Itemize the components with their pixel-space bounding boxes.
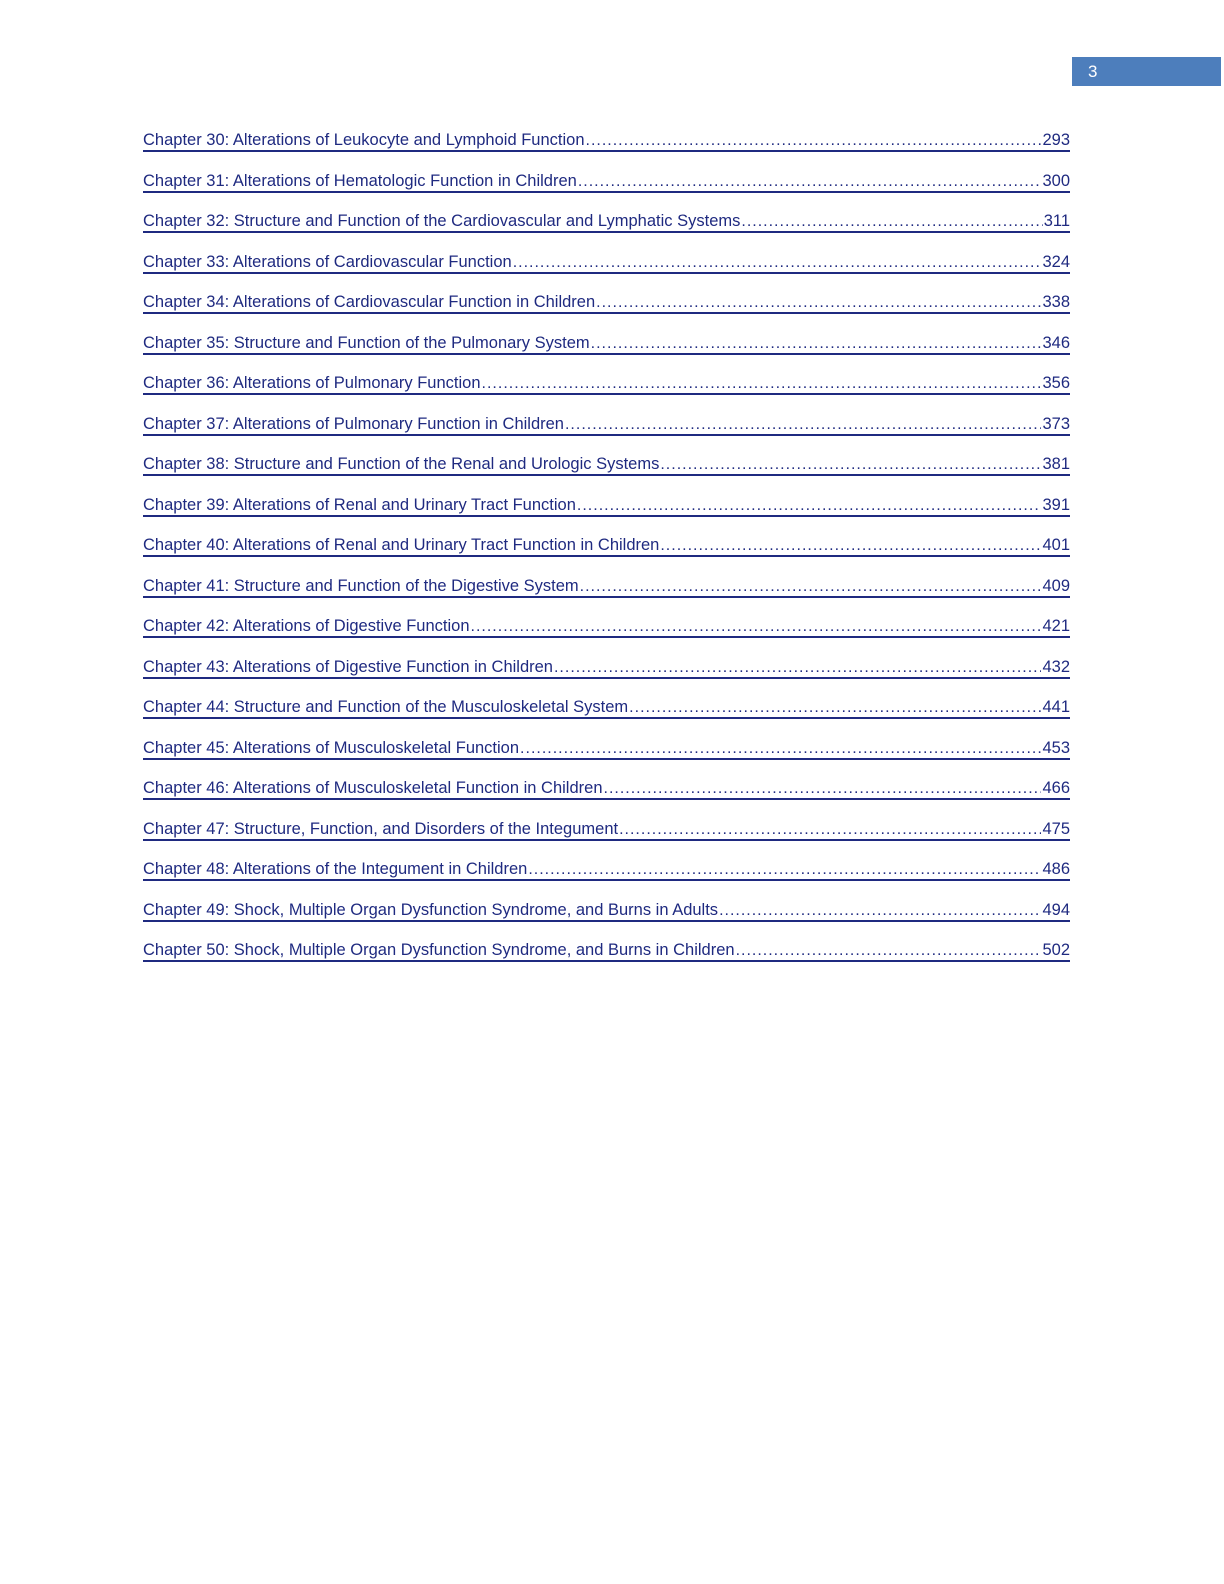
toc-entry-page-number: 421 — [1042, 617, 1070, 635]
toc-entry-title: Chapter 34: Alterations of Cardiovascular Function in Children — [143, 293, 596, 311]
toc-entry-page-number: 311 — [1043, 212, 1070, 230]
toc-entry-title: Chapter 38: Structure and Function of the Renal and Urologic Systems — [143, 455, 660, 473]
dot-leader — [580, 576, 1042, 597]
toc-entry[interactable] — [143, 819, 1070, 841]
toc-entry-title: Chapter 42: Alterations of Digestive Function — [143, 617, 470, 635]
toc-entry-page-number: 391 — [1042, 495, 1070, 514]
toc-entry-title: Chapter 40: Alterations of Renal and Urinary Tract Function in Children — [143, 536, 660, 554]
toc-entry[interactable] — [143, 333, 1070, 355]
toc-entry-page-number: 401 — [1042, 536, 1070, 554]
toc-entry-title: Chapter 44: Structure and Function of the Musculoskeletal System — [143, 698, 629, 716]
toc-entry-title: Chapter 43: Alterations of Digestive Function in Children — [143, 657, 553, 676]
toc-entry[interactable] — [143, 414, 1070, 436]
toc-entry-title: Chapter 33: Alterations of Cardiovascular Function — [143, 252, 512, 271]
toc-entry-title: Chapter 31: Alterations of Hematologic Function in Children — [143, 171, 577, 190]
toc-entry[interactable] — [143, 535, 1070, 557]
dot-leader — [565, 414, 1041, 435]
toc-entry-title: Chapter 49: Shock, Multiple Organ Dysfunction Syndrome, and Burns in Adults — [143, 900, 719, 919]
toc-entry-page-number: 346 — [1042, 333, 1070, 352]
dot-leader — [554, 657, 1041, 678]
toc-entry[interactable] — [143, 940, 1070, 962]
toc-entry[interactable] — [143, 292, 1070, 314]
toc-entry-title: Chapter 47: Structure, Function, and Disorders of the Integument — [143, 819, 619, 838]
toc-entry[interactable] — [143, 171, 1070, 193]
dot-leader — [604, 778, 1042, 799]
toc-entry[interactable] — [143, 616, 1070, 638]
toc-entry-page-number: 356 — [1042, 374, 1070, 392]
dot-leader — [619, 819, 1041, 840]
dot-leader — [513, 252, 1042, 273]
toc-entry-page-number: 409 — [1042, 576, 1070, 595]
toc-entry-title: Chapter 37: Alterations of Pulmonary Function in Children — [143, 414, 564, 433]
toc-entry-title: Chapter 39: Alterations of Renal and Urinary Tract Function — [143, 495, 576, 514]
dot-leader — [596, 292, 1041, 313]
toc-entry[interactable] — [143, 454, 1070, 476]
page-number-badge: 3 — [1072, 57, 1221, 86]
dot-leader — [528, 859, 1041, 880]
toc-list — [143, 130, 1070, 981]
toc-entry-title: Chapter 48: Alterations of the Integument in Children — [143, 860, 528, 878]
toc-entry-title: Chapter 36: Alterations of Pulmonary Function — [143, 374, 481, 392]
toc-entry-page-number: 432 — [1042, 657, 1070, 676]
toc-entry-page-number: 293 — [1042, 131, 1070, 149]
toc-entry[interactable] — [143, 738, 1070, 760]
toc-entry-page-number: 381 — [1042, 455, 1070, 473]
toc-entry[interactable] — [143, 778, 1070, 800]
toc-entry-page-number: 486 — [1042, 860, 1070, 878]
toc-entry[interactable] — [143, 495, 1070, 517]
dot-leader — [520, 738, 1041, 759]
dot-leader — [660, 535, 1041, 556]
toc-entry-page-number: 324 — [1042, 252, 1070, 271]
dot-leader — [591, 333, 1042, 354]
toc-entry[interactable] — [143, 373, 1070, 395]
dot-leader — [660, 454, 1041, 475]
toc-entry-page-number: 475 — [1042, 819, 1070, 838]
toc-entry-page-number: 466 — [1042, 779, 1070, 797]
toc-entry-page-number: 453 — [1042, 738, 1070, 757]
dot-leader — [741, 211, 1042, 232]
dot-leader — [629, 697, 1041, 718]
toc-entry-page-number: 300 — [1042, 171, 1070, 190]
toc-entry-page-number: 502 — [1042, 941, 1070, 959]
toc-entry[interactable] — [143, 697, 1070, 719]
dot-leader — [719, 900, 1041, 921]
dot-leader — [471, 616, 1042, 637]
toc-entry-title: Chapter 32: Structure and Function of the Cardiovascular and Lymphatic Systems — [143, 212, 741, 230]
toc-entry[interactable] — [143, 130, 1070, 152]
toc-entry[interactable] — [143, 211, 1070, 233]
dot-leader — [586, 130, 1042, 151]
toc-entry[interactable] — [143, 657, 1070, 679]
dot-leader — [482, 373, 1042, 394]
toc-entry[interactable] — [143, 859, 1070, 881]
toc-entry[interactable] — [143, 252, 1070, 274]
toc-entry-title: Chapter 45: Alterations of Musculoskeletal Function — [143, 738, 520, 757]
dot-leader — [578, 171, 1042, 192]
toc-entry-title: Chapter 35: Structure and Function of the Pulmonary System — [143, 333, 590, 352]
toc-entry-page-number: 494 — [1042, 900, 1070, 919]
dot-leader — [736, 940, 1042, 961]
toc-entry-page-number: 338 — [1042, 293, 1070, 311]
toc-entry-title: Chapter 50: Shock, Multiple Organ Dysfunction Syndrome, and Burns in Children — [143, 941, 735, 959]
dot-leader — [577, 495, 1042, 516]
toc-entry-page-number: 373 — [1042, 414, 1070, 433]
toc-entry[interactable] — [143, 576, 1070, 598]
toc-entry[interactable] — [143, 900, 1070, 922]
toc-entry-title: Chapter 46: Alterations of Musculoskeletal Function in Children — [143, 779, 603, 797]
toc-entry-title: Chapter 41: Structure and Function of the Digestive System — [143, 576, 579, 595]
toc-entry-page-number: 441 — [1042, 698, 1070, 716]
toc-entry-title: Chapter 30: Alterations of Leukocyte and Lymphoid Function — [143, 131, 585, 149]
